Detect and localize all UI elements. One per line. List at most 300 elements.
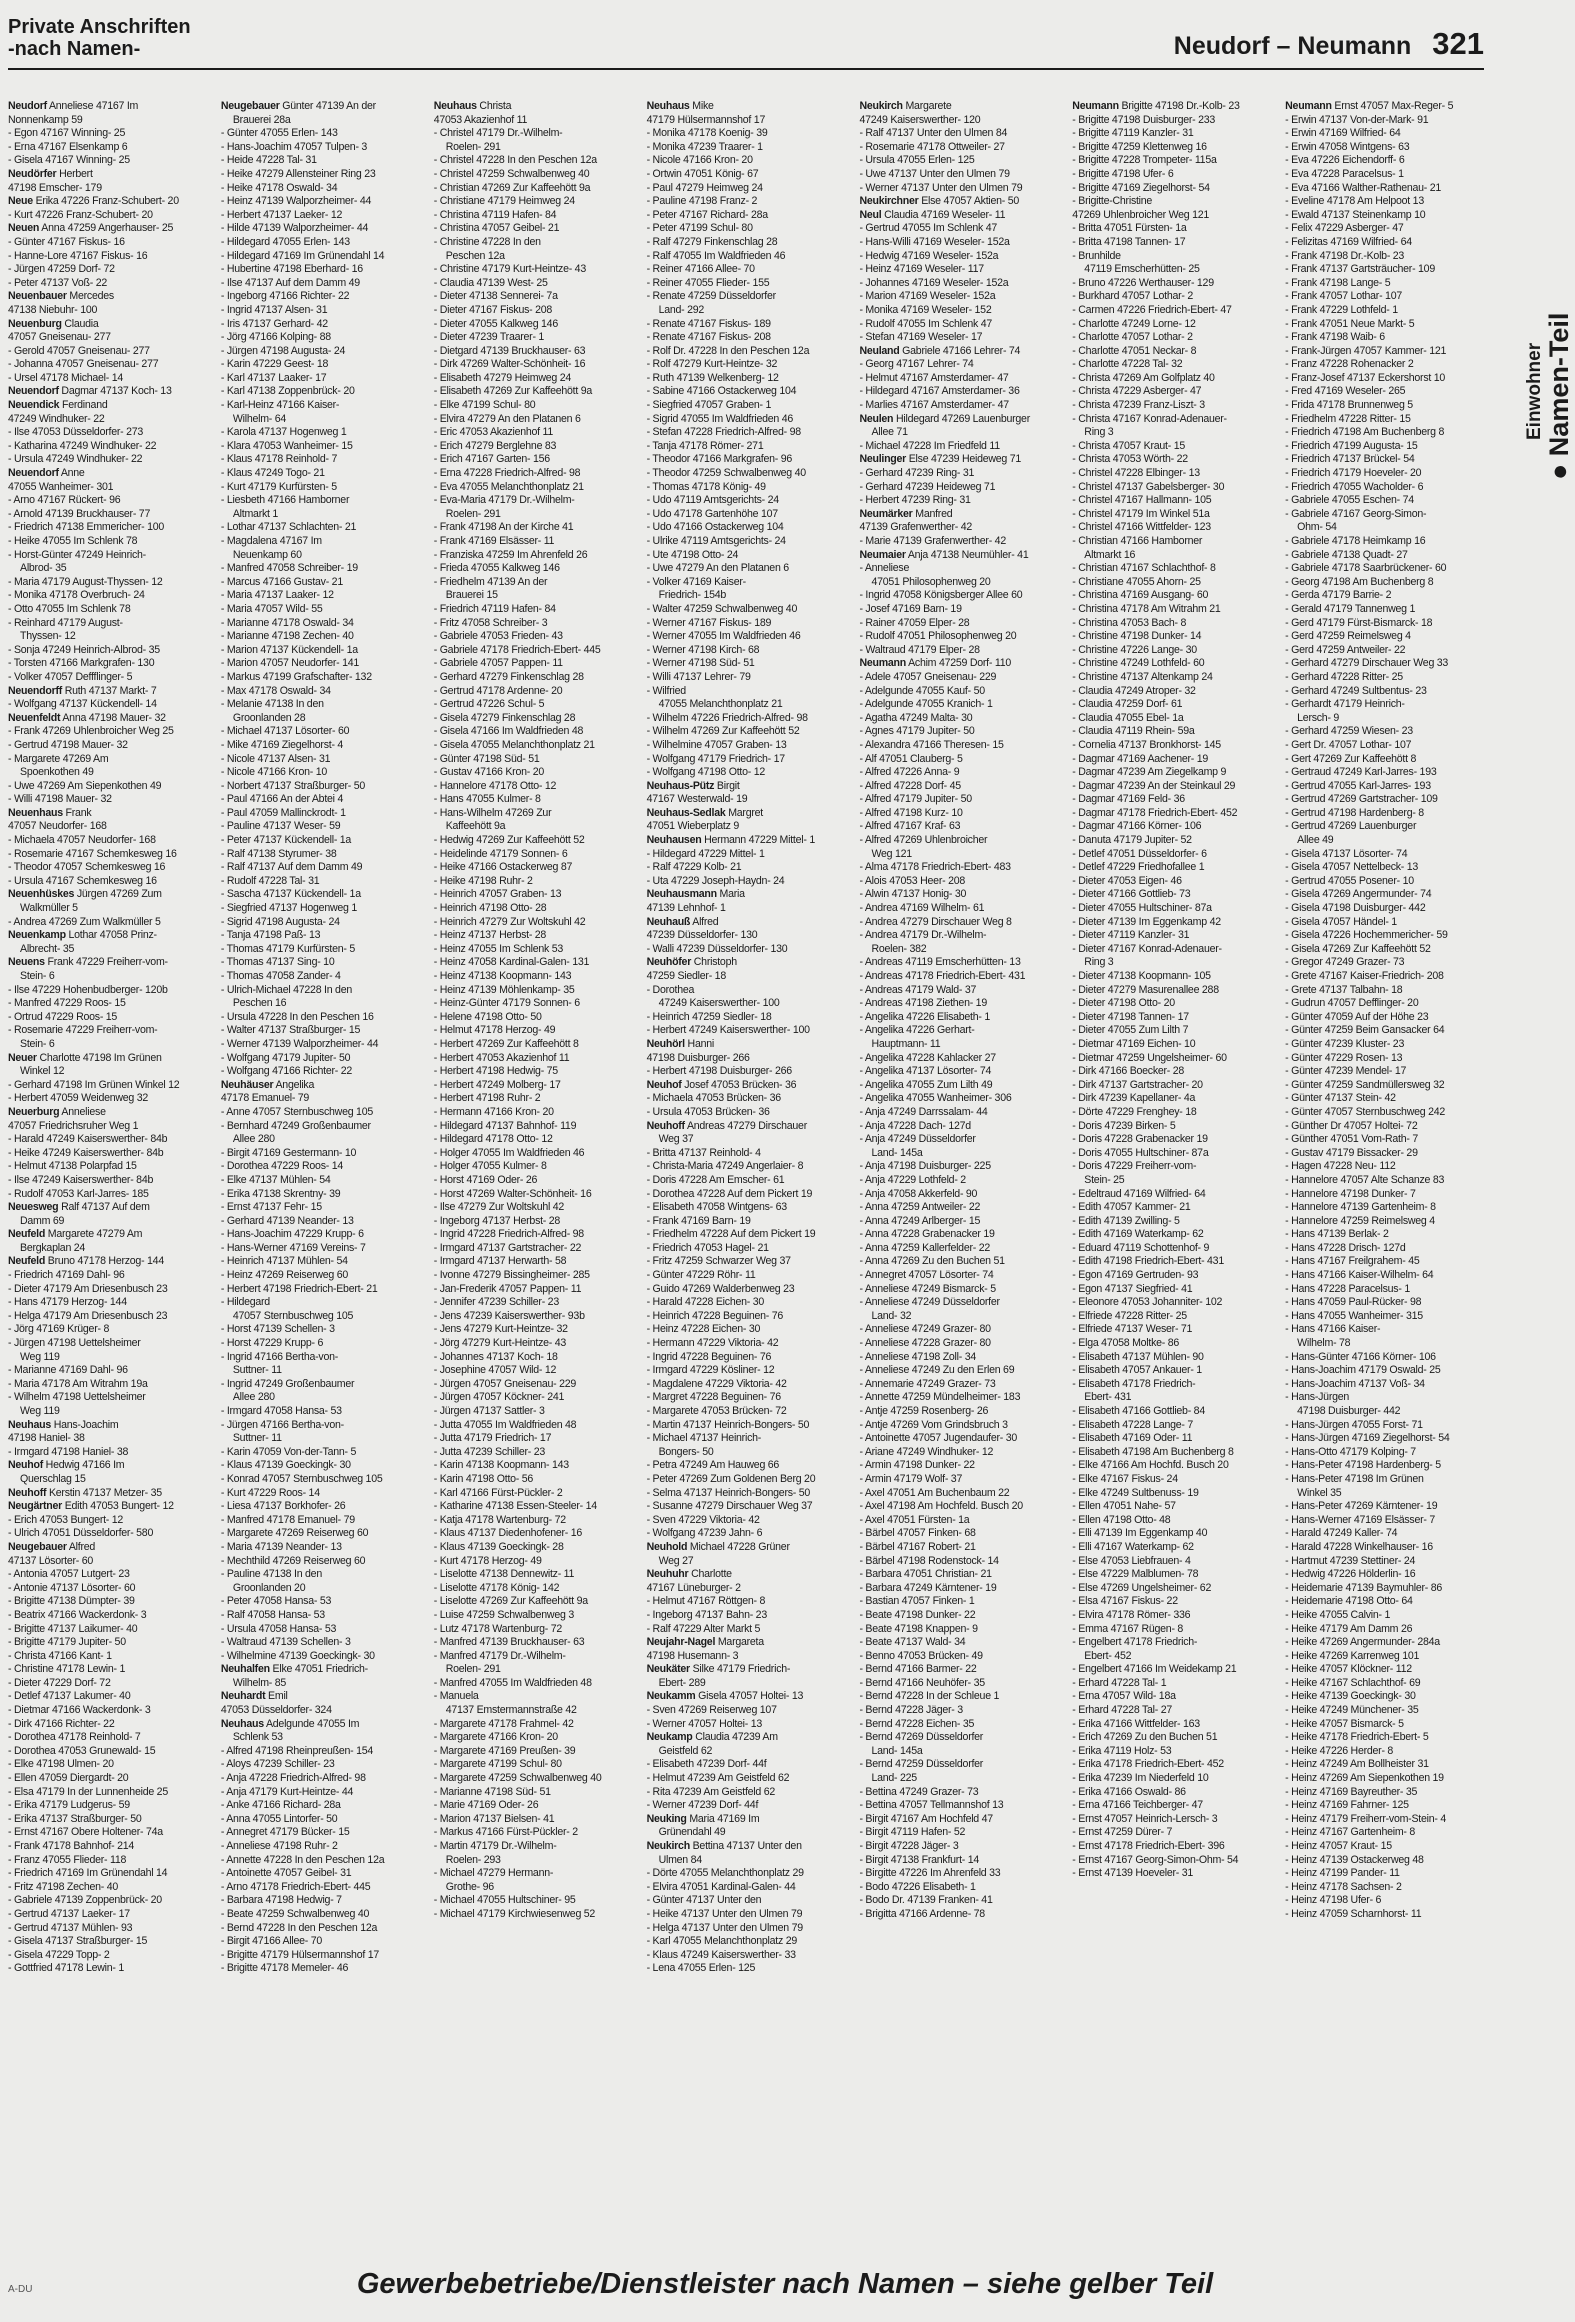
side-tab-big: ● Namen-Teil xyxy=(1544,312,1574,480)
directory-entry: - Ernst 47137 Fehr- 15 xyxy=(220,1201,322,1214)
directory-entry: - Renate 47167 Fiskus- 208 xyxy=(646,331,771,344)
page-number: 321 xyxy=(1432,26,1484,61)
directory-entry: - Gerhard 47239 Heideweg 71 xyxy=(859,480,996,493)
directory-entry: - Harald 47249 Kaller- 74 xyxy=(1285,1527,1398,1540)
directory-entry: - Jens 47279 Kurt-Heintze- 32 xyxy=(433,1323,568,1336)
directory-entry: - Anja 47058 Akkerfeld- 90 xyxy=(859,1187,978,1200)
directory-entry: - Hans 47139 Berlak- 2 xyxy=(1285,1228,1389,1241)
directory-entry: - Manfred 47178 Emanuel- 79 xyxy=(220,1513,355,1526)
directory-entry: Land- 225 xyxy=(871,1772,917,1785)
directory-entry: - Magdalena 47167 Im xyxy=(220,535,322,547)
directory-entry: Neulinger Else 47239 Heideweg 71 xyxy=(859,453,1022,466)
directory-entry: - Andreas 47119 Emscherhütten- 13 xyxy=(859,956,1021,969)
directory-entry: Neugebauer Alfred xyxy=(8,1540,96,1553)
directory-entry: - Monika 47178 Overbruch- 24 xyxy=(8,589,145,602)
directory-entry: - Heike 47139 Goeckingk- 30 xyxy=(1285,1690,1416,1703)
directory-entry: - Michael 47137 Heinrich- xyxy=(646,1432,762,1445)
directory-entry: - Anne 47057 Sternbuschweg 105 xyxy=(220,1105,373,1118)
directory-entry: - Bettina 47249 Grazer- 73 xyxy=(859,1785,979,1798)
directory-entry: - Christel 47167 Hallmann- 105 xyxy=(1072,494,1212,507)
directory-entry: Neuendorff Ruth 47137 Markt- 7 xyxy=(8,684,157,697)
directory-entry: - Erna 47166 Teichberger- 47 xyxy=(1072,1799,1203,1812)
directory-entry: - Irmgard 47198 Haniel- 38 xyxy=(8,1445,129,1458)
directory-entry: - Paul 47279 Heimweg 24 xyxy=(646,181,763,194)
directory-entry: - Jürgen 47259 Dorf- 72 xyxy=(8,263,115,276)
directory-entry: Neuhaus Mike xyxy=(646,100,714,112)
directory-entry: - Christel 47166 Wittfelder- 123 xyxy=(1072,521,1211,534)
directory-entry: - Axel 47051 Fürsten- 1a xyxy=(859,1513,970,1526)
directory-entry: - Erika 47138 Skrentny- 39 xyxy=(220,1187,341,1200)
directory-entry: - Heike 47178 Oswald- 34 xyxy=(220,181,338,194)
directory-entry: - Christa 47269 Am Golfplatz 40 xyxy=(1072,371,1215,384)
directory-entry: - Hans 47228 Paracelsus- 1 xyxy=(1285,1282,1410,1295)
directory-entry: Neuhardt Emil xyxy=(220,1690,288,1703)
directory-entry: - Christine 47228 In den xyxy=(433,235,541,248)
directory-entry: Neuesweg Ralf 47137 Auf dem xyxy=(8,1201,150,1214)
directory-entry: - Antonie 47137 Lösorter- 60 xyxy=(8,1581,136,1594)
directory-entry: - Claudia 47259 Dorf- 61 xyxy=(1072,698,1183,711)
directory-entry: - Hans 47166 Kaiser-Wilhelm- 64 xyxy=(1285,1269,1434,1282)
directory-entry: - Michael 47279 Hermann- xyxy=(433,1867,554,1880)
directory-entry: - Edith 47169 Waterkamp- 62 xyxy=(1072,1228,1204,1241)
directory-entry: - Ursula 47058 Hansa- 53 xyxy=(220,1622,337,1635)
directory-entry: - Hildegard 47178 Otto- 12 xyxy=(433,1133,553,1146)
directory-entry: Neuhauß Alfred xyxy=(646,915,719,928)
directory-entry: - Eric 47053 Akazienhof 11 xyxy=(433,426,554,439)
directory-entry: 47057 Sternbuschweg 105 xyxy=(232,1309,354,1322)
directory-entry: Neuhold Michael 47228 Grüner xyxy=(646,1540,790,1553)
directory-entry: Roelen- 291 xyxy=(445,140,501,153)
directory-entry: - Christa 47229 Asberger- 47 xyxy=(1072,385,1202,398)
directory-entry: - Andrea 47269 Zum Walkmüller 5 xyxy=(8,915,161,928)
directory-entry: - Heinz 47269 Am Siepenkothen 19 xyxy=(1285,1772,1444,1785)
directory-entry: - Christine 47198 Dunker- 14 xyxy=(1072,630,1202,643)
directory-entry: - Erika 47166 Oswald- 86 xyxy=(1072,1785,1186,1798)
directory-entry: - Heike 47269 Karrenweg 101 xyxy=(1285,1649,1420,1662)
directory-entry: Neudörfer Herbert xyxy=(8,167,93,180)
directory-entry: - Britta 47137 Reinhold- 4 xyxy=(646,1146,761,1159)
directory-entry: - Brigitte 47178 Memeler- 46 xyxy=(220,1962,349,1975)
directory-entry: - Angelika 47055 Zum Lilth 49 xyxy=(859,1078,993,1091)
directory-entry: - Alfred 47226 Anna- 9 xyxy=(859,766,960,779)
directory-entry: - Hans 47059 Paul-Rücker- 98 xyxy=(1285,1296,1422,1309)
directory-entry: - Cornelia 47137 Bronkhorst- 145 xyxy=(1072,738,1221,751)
directory-entry: - Siegfried 47057 Graben- 1 xyxy=(646,399,772,412)
directory-entry: Neukirch Bettina 47137 Unter den xyxy=(646,1840,802,1852)
directory-entry: - Aloys 47239 Schiller- 23 xyxy=(220,1758,335,1771)
directory-entry: - Bernd 47166 Barmer- 22 xyxy=(859,1663,977,1676)
directory-entry: - Werner 47139 Walporzheimer- 44 xyxy=(220,1037,379,1050)
directory-entry: - Martin 47137 Heinrich-Bongers- 50 xyxy=(646,1418,810,1431)
directory-entry: - Hans-Peter 47269 Kärntener- 19 xyxy=(1285,1500,1438,1513)
directory-entry: - Heinz 47269 Reiserweg 60 xyxy=(220,1269,349,1282)
directory-entry: - Sven 47229 Viktoria- 42 xyxy=(646,1513,760,1526)
directory-entry: - Doris 47228 Am Emscher- 61 xyxy=(646,1173,785,1186)
directory-entry: - Dieter 47167 Konrad-Adenauer- xyxy=(1072,942,1222,955)
directory-entry: Brauerei 28a xyxy=(232,113,291,126)
directory-entry: 47198 Duisburger- 266 xyxy=(646,1051,750,1064)
directory-column xyxy=(859,100,1068,2210)
directory-entry: - Manfred 47058 Schreiber- 19 xyxy=(220,562,358,575)
directory-entry: - Heinz 47139 Möhlenkamp- 35 xyxy=(433,983,575,996)
directory-entry: - Alfred 47179 Jupiter- 50 xyxy=(859,793,972,806)
directory-entry: Neuenkamp 60 xyxy=(232,548,302,561)
directory-entry: - Fritz 47198 Zechen- 40 xyxy=(8,1880,118,1893)
directory-entry: - Heinrich 47228 Beguinen- 76 xyxy=(646,1309,784,1322)
directory-entry: - Anneliese xyxy=(859,562,910,575)
directory-entry: - Frank 47198 Lange- 5 xyxy=(1285,276,1391,289)
directory-column xyxy=(434,100,643,2210)
directory-entry: - Heike 47178 Friedrich-Ebert- 5 xyxy=(1285,1731,1429,1744)
directory-entry: - Ellen 47059 Diergardt- 20 xyxy=(8,1772,129,1785)
directory-entry: - Detlef 47051 Düsseldorfer- 6 xyxy=(1072,847,1207,860)
directory-entry: Altmarkt 16 xyxy=(1084,548,1136,561)
directory-entry: - Udo 47178 Gartenhöhe 107 xyxy=(646,507,778,520)
directory-entry: - Christa-Maria 47249 Angerlaier- 8 xyxy=(646,1160,804,1173)
directory-entry: Winkel 12 xyxy=(20,1065,65,1078)
directory-entry: - Heike 47279 Allensteiner Ring 23 xyxy=(220,167,376,180)
directory-entry: - Bastian 47057 Finken- 1 xyxy=(859,1595,975,1608)
directory-entry: - Gabriele 47167 Georg-Simon- xyxy=(1285,507,1427,520)
directory-entry: - Holger 47055 Im Waldfrieden 46 xyxy=(433,1146,585,1159)
directory-entry: Neukamp Claudia 47239 Am xyxy=(646,1731,778,1744)
directory-entry: - Armin 47179 Wolf- 37 xyxy=(859,1472,963,1485)
directory-entry: - Heike 47179 Am Damm 26 xyxy=(1285,1622,1413,1635)
directory-entry: - Herbert 47198 Hedwig- 75 xyxy=(433,1065,558,1078)
directory-entry: - Erich 47279 Berglehne 83 xyxy=(433,439,557,452)
directory-entry: - Elvira 47178 Römer- 336 xyxy=(1072,1608,1191,1621)
directory-entry: - Ingrid 47228 Friedrich-Alfred- 98 xyxy=(433,1228,584,1241)
directory-entry: - Gisela 47166 Im Waldfrieden 48 xyxy=(433,725,584,738)
directory-entry: - Dieter 47055 Hultschiner- 87a xyxy=(1072,902,1212,915)
directory-entry: - Jörg 47169 Krüger- 8 xyxy=(8,1323,110,1336)
directory-entry: - Doris 47228 Grabenacker 19 xyxy=(1072,1133,1208,1146)
directory-entry: - Heike 47249 Kaiserswerther- 84b xyxy=(8,1146,164,1159)
directory-entry: Friedrich- 154b xyxy=(658,589,727,602)
directory-entry: - Alfred 47198 Kurz- 10 xyxy=(859,806,963,819)
directory-entry: - Gabriele 47055 Eschen- 74 xyxy=(1285,494,1414,507)
directory-entry: Geistfeld 62 xyxy=(658,1744,713,1757)
directory-entry: - Hans-Joachim 47229 Krupp- 6 xyxy=(220,1228,364,1241)
directory-entry: - Max 47178 Oswald- 34 xyxy=(220,684,331,697)
directory-entry: - Brigitte 47198 Ufer- 6 xyxy=(1072,167,1174,180)
side-tab-small: Einwohner xyxy=(1524,342,1545,440)
directory-entry: - Udo 47119 Amtsgerichts- 24 xyxy=(646,494,779,507)
directory-entry: Peschen 12a xyxy=(445,249,505,262)
directory-entry: - Franz 47228 Rohenacker 2 xyxy=(1285,358,1414,371)
directory-entry: - Dagmar 47169 Aachener- 19 xyxy=(1072,752,1209,765)
directory-entry: - Heinz 47139 Walporzheimer- 44 xyxy=(220,195,372,208)
directory-entry: - Alois 47053 Heer- 208 xyxy=(859,874,965,887)
directory-entry: - Konrad 47057 Sternbuschweg 105 xyxy=(220,1472,383,1485)
directory-entry: - Franz-Josef 47137 Eckershorst 10 xyxy=(1285,371,1446,384)
directory-entry: - Liselotte 47138 Dennewitz- 11 xyxy=(433,1568,575,1581)
directory-entry: 47249 Windhuker- 22 xyxy=(8,412,105,425)
directory-entry: - Gertrud 47137 Laeker- 17 xyxy=(8,1907,130,1920)
directory-entry: - Benno 47053 Brücken- 49 xyxy=(859,1649,983,1662)
directory-entry: Weg 119 xyxy=(20,1350,60,1363)
directory-entry: - Günter 47239 Kluster- 23 xyxy=(1285,1037,1405,1050)
directory-entry: - Christine 47249 Lothfeld- 60 xyxy=(1072,657,1205,670)
directory-entry: - Bernhard 47249 Großenbaumer xyxy=(220,1119,371,1132)
directory-entry: - Gerhard 47239 Ring- 31 xyxy=(859,467,975,480)
directory-entry: - Erna 47228 Friedrich-Alfred- 98 xyxy=(433,467,581,480)
directory-entry: - Antoinette 47057 Jugendaufer- 30 xyxy=(859,1432,1018,1445)
directory-entry: - Pauline 47138 In den xyxy=(220,1568,322,1581)
directory-entry: - Günter 47229 Rosen- 13 xyxy=(1285,1051,1403,1064)
directory-entry: - Dagmar 47239 An der Steinkaul 29 xyxy=(1072,779,1236,792)
directory-column xyxy=(647,100,856,2210)
directory-entry: - Friedrich 47053 Hagel- 21 xyxy=(646,1241,769,1254)
directory-entry: - Heinz 47139 Ostackerweg 48 xyxy=(1285,1853,1424,1866)
directory-entry: - Jörg 47279 Kurt-Heintze- 43 xyxy=(433,1337,567,1350)
directory-entry: - Fritz 47058 Schreiber- 3 xyxy=(433,616,548,629)
directory-entry: - Gisela 47279 Finkenschlag 28 xyxy=(433,711,576,724)
directory-entry: - Erika 47178 Friedrich-Ebert- 452 xyxy=(1072,1758,1224,1771)
directory-entry: - Peter 47269 Zum Goldenen Berg 20 xyxy=(646,1472,816,1485)
directory-entry: Roelen- 293 xyxy=(445,1853,501,1866)
directory-entry: - Alfred 47198 Rheinpreußen- 154 xyxy=(220,1744,374,1757)
directory-entry: - Frank 47169 Barn- 19 xyxy=(646,1214,751,1227)
directory-entry: - Peter 47058 Hansa- 53 xyxy=(220,1595,332,1608)
directory-entry: - Friedrich 47199 Augusta- 15 xyxy=(1285,439,1418,452)
directory-entry: - Gerd 47259 Antweiler- 22 xyxy=(1285,643,1406,656)
directory-entry: - Willi 47198 Mauer- 32 xyxy=(8,793,112,806)
directory-entry: - Burkhard 47057 Lothar- 2 xyxy=(1072,290,1193,303)
directory-entry: - Elisabeth 47169 Oder- 11 xyxy=(1072,1432,1193,1445)
directory-entry: Groonlanden 20 xyxy=(232,1581,306,1594)
directory-entry: - Christa 47239 Franz-Liszt- 3 xyxy=(1072,399,1205,412)
directory-entry: - Renate 47167 Fiskus- 189 xyxy=(646,317,771,330)
directory-entry: - Barbara 47249 Kärntener- 19 xyxy=(859,1581,997,1594)
directory-entry: - Armin 47198 Dunker- 22 xyxy=(859,1459,975,1472)
directory-entry: - Ingrid 47249 Großenbaumer xyxy=(220,1377,355,1390)
directory-entry: Querschlag 15 xyxy=(20,1472,86,1485)
directory-entry: - Harald 47228 Eichen- 30 xyxy=(646,1296,764,1309)
directory-entry: - Gisela 47269 Angermunder- 74 xyxy=(1285,888,1432,901)
directory-entry: Neumaier Anja 47138 Neumühler- 41 xyxy=(859,548,1029,561)
directory-entry: - Marion 47169 Weseler- 152a xyxy=(859,290,996,303)
directory-entry: - Christel 47179 Dr.-Wilhelm- xyxy=(433,127,563,140)
directory-entry: - Grete 47137 Talbahn- 18 xyxy=(1285,983,1403,996)
directory-entry: - Friedrich 47198 Am Buchenberg 8 xyxy=(1285,426,1445,439)
directory-entry: - Gertraud 47249 Karl-Jarres- 193 xyxy=(1285,766,1437,779)
directory-entry: - Gertrud 47198 Hardenberg- 8 xyxy=(1285,806,1424,819)
directory-entry: - Heinrich 47259 Siedler- 18 xyxy=(646,1010,772,1023)
page-title xyxy=(1173,26,1484,61)
directory-entry: Schlenk 53 xyxy=(232,1731,283,1744)
directory-entry: - Marianne 47198 Süd- 51 xyxy=(433,1785,551,1798)
directory-entry: - Christel 47228 In den Peschen 12a xyxy=(433,154,597,167)
directory-entry: - Torsten 47166 Markgrafen- 130 xyxy=(8,657,155,670)
directory-entry: - Günter 47055 Erlen- 143 xyxy=(220,127,338,140)
directory-entry: - Heike 47167 Schlachthof- 69 xyxy=(1285,1676,1421,1689)
directory-entry: - Johannes 47169 Weseler- 152a xyxy=(859,276,1009,289)
directory-entry: - Eva 47226 Eichendorff- 6 xyxy=(1285,154,1405,167)
directory-entry: - Heike 47198 Ruhr- 2 xyxy=(433,874,533,887)
directory-entry: Neue Erika 47226 Franz-Schubert- 20 xyxy=(8,195,179,208)
directory-entry: - Elke 47249 Sultbenuss- 19 xyxy=(1072,1486,1199,1499)
directory-entry: - Elisabeth 47198 Am Buchenberg 8 xyxy=(1072,1445,1234,1458)
directory-entry: - Eva 47228 Paracelsus- 1 xyxy=(1285,167,1404,180)
directory-entry: - Hedwig 47269 Zur Kaffeehött 52 xyxy=(433,834,585,847)
directory-entry: - Elisabeth 47166 Gottlieb- 84 xyxy=(1072,1405,1205,1417)
directory-entry: Neufeld Bruno 47178 Herzog- 144 xyxy=(8,1255,164,1268)
directory-entry: - Hedwig 47226 Hölderlin- 16 xyxy=(1285,1568,1416,1581)
directory-entry: Hauptmann- 11 xyxy=(871,1037,941,1050)
directory-entry: Roelen- 291 xyxy=(445,507,501,520)
directory-entry: - Heike 47055 Calvin- 1 xyxy=(1285,1608,1391,1621)
directory-entry: - Alwin 47137 Honig- 30 xyxy=(859,888,967,901)
directory-entry: - Elvira 47279 An den Platanen 6 xyxy=(433,412,581,425)
directory-entry: - Lutz 47178 Wartenburg- 72 xyxy=(433,1622,563,1635)
directory-entry: - Gertrud 47055 Posener- 10 xyxy=(1285,874,1414,887)
directory-entry: - Christian 47167 Schlachthof- 8 xyxy=(1072,562,1216,575)
directory-entry: - Anna 47269 Zu den Buchen 51 xyxy=(859,1255,1005,1268)
directory-entry: - Heike 47055 Im Schlenk 78 xyxy=(8,535,138,547)
directory-entry: - Bärbel 47198 Rodenstock- 14 xyxy=(859,1554,999,1567)
directory-entry: - Gisela 47137 Straßburger- 15 xyxy=(8,1935,148,1948)
directory-entry: - Egon 47137 Siegfried- 41 xyxy=(1072,1282,1193,1295)
directory-entry: - Günter 47137 Stein- 42 xyxy=(1285,1092,1396,1105)
directory-entry: - Birgit 47138 Frankfurt- 14 xyxy=(859,1853,980,1866)
directory-entry: - Adele 47057 Gneisenau- 229 xyxy=(859,670,997,683)
directory-entry: Allee 71 xyxy=(871,426,908,439)
directory-entry: - Christel 47137 Gabelsberger- 30 xyxy=(1072,480,1225,493)
directory-entry: - Horst-Günter 47249 Heinrich- xyxy=(8,548,146,561)
directory-entry: - Annette 47228 In den Peschen 12a xyxy=(220,1853,385,1866)
directory-entry: - Ortwin 47051 König- 67 xyxy=(646,167,759,180)
directory-entry: - Irmgard 47229 Kösliner- 12 xyxy=(646,1364,775,1377)
directory-entry: - Else 47229 Malblumen- 78 xyxy=(1072,1568,1199,1581)
directory-entry: - Herbert 47053 Akazienhof 11 xyxy=(433,1051,570,1064)
directory-entry: - Susanne 47279 Dirschauer Weg 37 xyxy=(646,1500,813,1513)
directory-entry: - Elsa 47179 In der Lunnenheide 25 xyxy=(8,1785,168,1798)
directory-entry: - Elfriede 47137 Weser- 71 xyxy=(1072,1323,1193,1336)
directory-entry: - Wilfried xyxy=(646,684,686,697)
footer-note: Gewerbebetriebe/Dienstleister nach Namen – siehe gelber Teil xyxy=(356,2268,1214,2300)
directory-entry: - Heinz 47178 Sachsen- 2 xyxy=(1285,1880,1402,1893)
directory-entry: - Manfred 47139 Bruckhauser- 63 xyxy=(433,1636,585,1649)
directory-entry: - Johannes 47137 Koch- 18 xyxy=(433,1350,558,1363)
directory-entry: Weg 121 xyxy=(871,847,912,860)
directory-entry: Stein- 6 xyxy=(20,1037,55,1050)
directory-entry: - Christel 47228 Elbinger- 13 xyxy=(1072,467,1200,480)
directory-entry: Ulmen 84 xyxy=(658,1853,702,1866)
directory-entry: - Gerhard 47279 Finkenschlag 28 xyxy=(433,670,584,683)
directory-entry: Albrecht- 35 xyxy=(20,942,75,955)
directory-entry: - Erna 47167 Elsenkamp 6 xyxy=(8,140,128,153)
directory-entry: - Dietmar 47166 Wackerdonk- 3 xyxy=(8,1704,151,1717)
directory-entry: - Heike 47057 Bismarck- 5 xyxy=(1285,1717,1404,1730)
directory-entry: - Elisabeth 47057 Ankauer- 1 xyxy=(1072,1364,1202,1377)
directory-entry: - Günther 47051 Vom-Rath- 7 xyxy=(1285,1133,1418,1146)
directory-entry: - Rolf Dr. 47228 In den Peschen 12a xyxy=(646,344,810,357)
directory-entry: - Michaela 47053 Brücken- 36 xyxy=(646,1092,781,1105)
directory-entry: - Claudia 47249 Atroper- 32 xyxy=(1072,684,1196,697)
directory-entry: Neumann Ernst 47057 Max-Reger- 5 xyxy=(1285,100,1454,112)
directory-entry: - Christian 47269 Zur Kaffeehött 9a xyxy=(433,181,591,194)
directory-entry: - Edeltraud 47169 Wilfried- 64 xyxy=(1072,1187,1206,1200)
directory-entry: - Heinz 47058 Kardinal-Galen- 131 xyxy=(433,956,590,969)
directory-entry: - Horst 47229 Krupp- 6 xyxy=(220,1337,324,1350)
directory-entry: - Tanja 47178 Römer- 271 xyxy=(646,439,764,452)
directory-entry: Groonlanden 28 xyxy=(232,711,306,724)
directory-entry: - Claudia 47055 Ebel- 1a xyxy=(1072,711,1184,724)
directory-entry: Neukamm Gisela 47057 Holtei- 13 xyxy=(646,1690,804,1703)
directory-entry: - Herbert 47249 Kaiserswerther- 100 xyxy=(646,1024,810,1037)
directory-entry: - Reiner 47055 Flieder- 155 xyxy=(646,276,770,289)
directory-entry: - Gisela 47057 Nettelbeck- 13 xyxy=(1285,861,1419,874)
directory-entry: - Hermann 47229 Viktoria- 42 xyxy=(646,1337,779,1350)
directory-entry: - Friedhelm 47228 Auf dem Pickert 19 xyxy=(646,1228,816,1241)
directory-entry: Nonnenkamp 59 xyxy=(8,113,83,126)
directory-entry: - Iris 47137 Gerhard- 42 xyxy=(220,317,328,330)
name-range: Neudorf – Neumann xyxy=(1173,32,1412,60)
directory-entry: 47139 Lehnhof- 1 xyxy=(646,902,726,915)
directory-entry: - Brigitte 47119 Kanzler- 31 xyxy=(1072,127,1194,140)
directory-entry: - Gustav 47179 Bissacker- 29 xyxy=(1285,1146,1418,1159)
directory-entry: - Elfriede 47228 Ritter- 25 xyxy=(1072,1309,1187,1322)
directory-entry: - Werner 47239 Dorf- 44f xyxy=(646,1799,759,1812)
directory-entry: 47179 Hülsermannshof 17 xyxy=(646,113,766,126)
directory-entry: - Günter 47259 Beim Gansacker 64 xyxy=(1285,1024,1445,1037)
directory-entry: - Brigitte 47228 Trompeter- 115a xyxy=(1072,154,1217,167)
directory-entry: - Ingrid 47058 Königsberger Allee 60 xyxy=(859,589,1023,602)
directory-entry: - Wilhelm 47226 Friedrich-Alfred- 98 xyxy=(646,711,808,724)
directory-entry: - Lena 47055 Erlen- 125 xyxy=(646,1962,756,1975)
directory-entry: Bongers- 50 xyxy=(658,1445,714,1458)
directory-entry: - Dorothea xyxy=(646,983,695,996)
directory-entry: - Hildegard 47169 Im Grünendahl 14 xyxy=(220,249,385,262)
directory-entry: 47137 Emstermannstraße 42 xyxy=(445,1704,577,1717)
directory-entry: - Ursula 47053 Brücken- 36 xyxy=(646,1105,770,1118)
directory-entry: - Gabriele 47178 Saarbrückener- 60 xyxy=(1285,562,1447,575)
directory-entry: - Birgit 47167 Am Hochfeld 47 xyxy=(859,1812,993,1825)
directory-entry: - Annegret 47179 Bücker- 15 xyxy=(220,1826,350,1839)
directory-entry: - Erich 47167 Garten- 156 xyxy=(433,453,550,466)
directory-entry: - Irmgard 47137 Herwarth- 58 xyxy=(433,1255,567,1268)
directory-entry: Neugebauer Günter 47139 An der xyxy=(220,100,376,112)
directory-entry: - Hagen 47228 Neu- 112 xyxy=(1285,1160,1396,1173)
directory-entry: - Dieter 47198 Tannen- 17 xyxy=(1072,1010,1189,1023)
directory-entry: - Heinz 47167 Gartenheim- 8 xyxy=(1285,1826,1416,1839)
directory-entry: - Karin 47229 Geest- 18 xyxy=(220,358,329,371)
directory-entry: - Frank 47198 Dr.-Kolb- 23 xyxy=(1285,249,1405,262)
directory-entry: - Agnes 47179 Jupiter- 50 xyxy=(859,725,975,738)
directory-entry: - Hans-Willi 47169 Weseler- 152a xyxy=(859,235,1010,248)
directory-entry: - Andrea 47179 Dr.-Wilhelm- xyxy=(859,929,987,942)
directory-entry: - Martin 47179 Dr.-Wilhelm- xyxy=(433,1840,557,1852)
directory-entry: - Maria 47139 Neander- 13 xyxy=(220,1540,342,1553)
directory-entry: - Christina 47178 Am Witrahm 21 xyxy=(1072,602,1221,615)
directory-entry: - Liesbeth 47166 Hamborner xyxy=(220,494,350,507)
directory-entry: - Stefan 47169 Weseler- 17 xyxy=(859,331,983,344)
directory-entry: - Ilse 47137 Auf dem Damm 49 xyxy=(220,276,360,289)
directory-entry: - Rita 47239 Am Geistfeld 62 xyxy=(646,1785,776,1798)
directory-entry: - Ingrid 47228 Beguinen- 76 xyxy=(646,1350,772,1363)
directory-entry: - Hans 47179 Herzog- 144 xyxy=(8,1296,127,1309)
directory-entry: - Margarete 47199 Schul- 80 xyxy=(433,1758,562,1771)
directory-entry: - Herbert 47269 Zur Kaffeehött 8 xyxy=(433,1037,579,1050)
directory-entry: - Brigitta 47166 Ardenne- 78 xyxy=(859,1907,985,1920)
directory-entry: - Angelika 47226 Gerhart- xyxy=(859,1024,975,1037)
directory-entry: - Michael 47055 Hultschiner- 95 xyxy=(433,1894,576,1907)
directory-entry: - Markus 47199 Grafschafter- 132 xyxy=(220,670,372,683)
directory-entry: - Helmut 47178 Herzog- 49 xyxy=(433,1024,556,1037)
directory-entry: Neuhuhr Charlotte xyxy=(646,1568,732,1581)
directory-entry: - Jürgen 47198 Augusta- 24 xyxy=(220,344,346,357)
